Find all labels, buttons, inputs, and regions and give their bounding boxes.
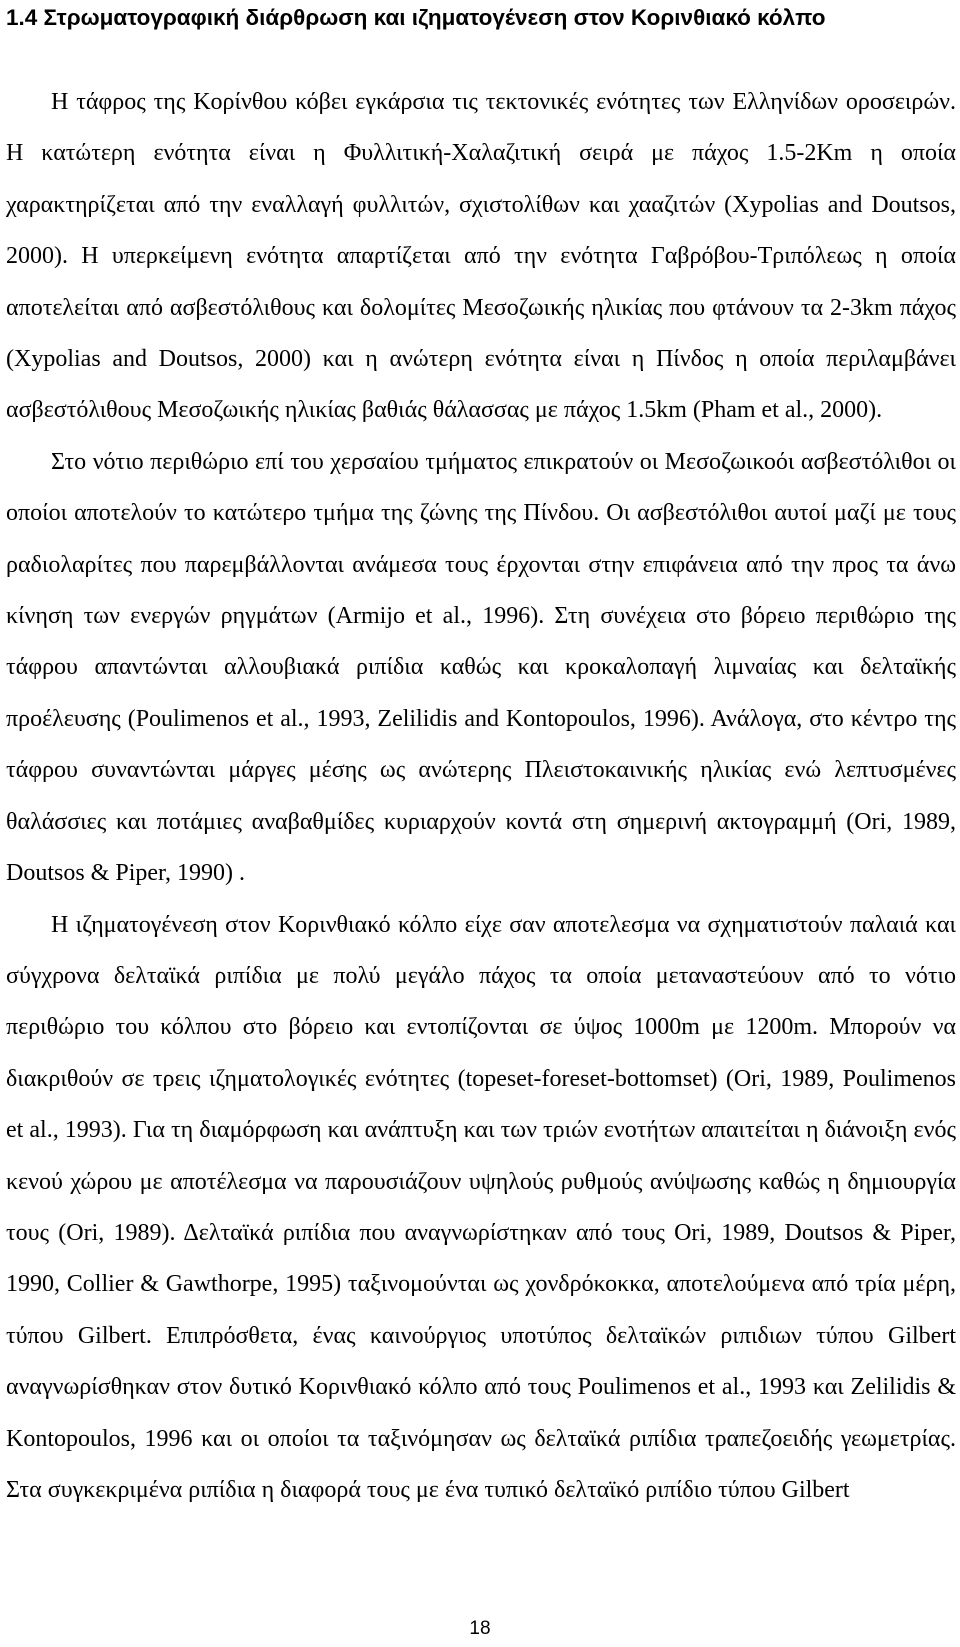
page-number: 18 (469, 1618, 491, 1639)
body-text (6, 77, 956, 1516)
paragraph-tectonic-units: Η τάφρος της Κορίνθου κόβει εγκάρσια τις τεκτονικές ενότητες των Ελληνίδων οροσειρών. Η κατώτερη ενότητα είναι η Φυλλιτική-Χαλαζιτική σειρά με πάχος 1.5-2Km η οποία χαρακτηρίζεται από την εναλλαγή φυλλιτών, σχιστολίθων και χααζιτών (Xypolias and Doutsos, 2000). Η υπερκείμενη ενότητα απαρτίζεται από την ενότητα Γαβρόβου-Τριπόλεως η οποία αποτελείται από ασβεστόλιθους και δολομίτες Μεσοζωικής ηλικίας που φτάνουν τα 2-3km πάχος (Xypolias and Doutsos, 2000) και η ανώτερη ενότητα είναι η Πίνδος η οποία περιλαμβάνει ασβεστόλιθους Μεσοζωικής ηλικίας βαθιάς θάλασσας με πάχος 1.5km (Pham et al., 2000). (6, 89, 956, 424)
paragraph-sedimentation: Η ιζηματογένεση στον Κορινθιακό κόλπο είχε σαν αποτελεσμα να σχηματιστούν παλαιά και σύγχρονα δελταϊκά ριπίδια με πολύ μεγάλο πάχος τα οποία μεταναστεύουν από το νότιο περιθώριο του κόλπου στο βόρειο και εντοπίζονται σε ύψος 1000m με 1200m. Μπορούν να διακριθούν σε τρεις ιζηματολογικές ενότητες (topeset-foreset-bottomset) (Ori, 1989, Poulimenos et al., 1993). Για τη διαμόρφωση και ανάπτυξη και των τριών ενοτήτων απαιτείται η διάνοιξη ενός κενού χώρου με αποτέλεσμα να παρουσιάζουν υψηλούς ρυθμούς ανύψωσης καθώς η δημιουργία τους (Ori, 1989). Δελταϊκά ριπίδια που αναγνωρίστηκαν από τους Ori, 1989, Doutsos & Piper, 1990, Collier & Gawthorpe, 1995) ταξινομούνται ως χονδρόκοκκα, αποτελούμενα από τρία μέρη, τύπου Gilbert. Επιπρόσθετα, ένας καινούργιος υποτύπος δελταϊκών ριπιδιων τύπου Gilbert αναγνωρίσθηκαν στον δυτικό Κορινθιακό κόλπο από τους Poulimenos et al., 1993 και Zelilidis & Kontopoulos, 1996 και οι οποίοι τα ταξινόμησαν ως δελταϊκά ριπίδια τραπεζοειδής γεωμετρίας. Στα συγκεκριμένα ριπίδια η διαφορά τους με ένα τυπικό δελταϊκό ριπίδιο τύπου Gilbert (6, 911, 956, 1503)
paragraph-southern-margin: Στο νότιο περιθώριο επί του χερσαίου τμήματος επικρατούν οι Μεσοζωικοόι ασβεστόλιθοι οι οποίοι αποτελούν το κατώτερο τμήμα της ζώνης της Πίνδου. Οι ασβεστόλιθοι αυτοί μαζί με τους ραδιολαρίτες που παρεμβάλλονται ανάμεσα τους έρχονται στην επιφάνεια από την προς τα άνω κίνηση των ενεργών ρηγμάτων (Armijo et al., 1996). Στη συνέχεια στο βόρειο περιθώριο της τάφρου απαντώνται αλλουβιακά ριπίδια καθώς και κροκαλοπαγή λιμναίας και δελταϊκής προέλευσης (Poulimenos et al., 1993, Zelilidis and Kontopoulos, 1996). Ανάλογα, στο κέντρο της τάφρου συναντώνται μάργες μέσης ως ανώτερης Πλειστοκαινικής ηλικίας ενώ λεπτυσμένες θαλάσσιες και ποτάμιες αναβαθμίδες κυριαρχούν κοντά στη σημερινή ακτογραμμή (Ori, 1989, Doutsos & Piper, 1990) . (6, 448, 956, 887)
section-heading: 1.4 Στρωματογραφική διάρθρωση και ιζηματογένεση στον Κορινθιακό κόλπο (6, 5, 826, 30)
